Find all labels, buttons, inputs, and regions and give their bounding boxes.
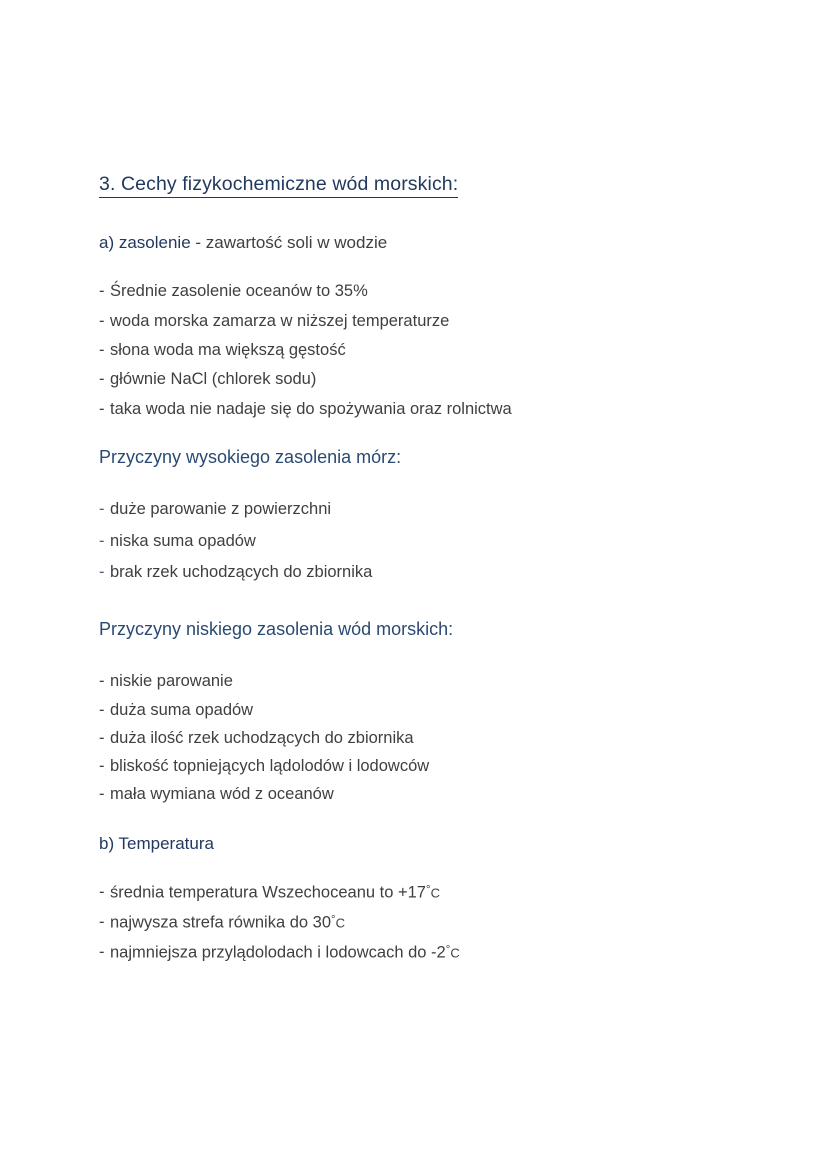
page-title-wrapper — [99, 172, 759, 198]
document-content — [99, 172, 759, 966]
dash-marker: - — [99, 311, 105, 330]
heading-low-salinity: Przyczyny niskiego zasolenia wód morskich: — [99, 618, 454, 639]
section-temperature-line — [99, 833, 759, 855]
list-item-text: niskie parowanie — [110, 672, 233, 691]
list-item — [99, 395, 759, 424]
section-salinity-marker: a) zasolenie — [99, 233, 191, 253]
section-salinity-line — [99, 232, 759, 254]
dash-marker: - — [99, 913, 105, 932]
list-item — [99, 365, 759, 394]
list-item-text: taka woda nie nadaje się do spożywania oraz rolnictwa — [110, 399, 512, 418]
list-item-text: niska suma opadów — [110, 531, 256, 550]
temperature-bullet-list — [99, 877, 759, 967]
dash-marker: - — [99, 563, 105, 582]
list-item — [99, 557, 759, 589]
dash-marker: - — [99, 500, 105, 519]
list-item-text: słona woda ma większą gęstość — [110, 341, 346, 360]
spacer — [99, 809, 759, 833]
dash-marker: - — [99, 728, 105, 747]
spacer — [99, 254, 759, 277]
low-salinity-bullet-list — [99, 667, 759, 808]
degree-symbol: ° — [331, 913, 336, 926]
spacer — [99, 855, 759, 877]
spacer — [99, 469, 759, 494]
spacer — [99, 641, 759, 667]
spacer — [99, 589, 759, 618]
list-item-text: duża suma opadów — [110, 700, 254, 719]
list-item — [99, 780, 759, 808]
dash-marker: - — [99, 700, 105, 719]
celsius-unit: C — [430, 885, 440, 901]
section-temperature-marker: b) Temperatura — [99, 833, 214, 853]
list-item — [99, 696, 759, 724]
list-item-text: Średnie zasolenie oceanów to 35% — [110, 282, 368, 301]
list-item-text: głównie NaCl (chlorek sodu) — [110, 370, 317, 389]
spacer — [99, 198, 759, 232]
list-item — [99, 336, 759, 365]
list-item — [99, 526, 759, 558]
dash-marker: - — [99, 282, 105, 301]
list-item — [99, 667, 759, 695]
degree-symbol: ° — [425, 883, 431, 896]
dash-marker: - — [99, 785, 105, 804]
dash-marker: - — [99, 942, 105, 961]
spacer — [99, 424, 759, 446]
heading-high-salinity: Przyczyny wysokiego zasolenia mórz: — [99, 446, 402, 467]
high-salinity-bullet-list — [99, 494, 759, 589]
dash-marker: - — [99, 341, 105, 360]
degree-symbol: ° — [445, 943, 451, 956]
dash-marker: - — [99, 399, 105, 418]
dash-marker: - — [99, 672, 105, 691]
list-item-text: brak rzek uchodzących do zbiornika — [110, 563, 373, 582]
list-item — [99, 907, 759, 937]
list-item-text: woda morska zamarza w niższej temperaturze — [110, 311, 450, 330]
list-item-text: bliskość topniejących lądolodów i lodowców — [110, 757, 430, 776]
list-item — [99, 277, 759, 306]
list-item-text: średnia temperatura Wszechoceanu to +17 — [110, 883, 426, 902]
dash-marker: - — [99, 883, 105, 902]
list-item-text: duża ilość rzek uchodzących do zbiornika — [110, 728, 414, 747]
dash-marker: - — [99, 370, 105, 389]
list-item — [99, 307, 759, 336]
list-item — [99, 877, 759, 907]
celsius-unit: C — [335, 915, 346, 931]
list-item — [99, 494, 759, 526]
list-item — [99, 752, 759, 780]
dash-marker: - — [99, 757, 105, 776]
list-item — [99, 937, 759, 967]
list-item-text: duże parowanie z powierzchni — [110, 500, 332, 519]
page-title: 3. Cechy fizykochemiczne wód morskich: — [99, 172, 458, 198]
list-item — [99, 724, 759, 752]
list-item-text: najwysza strefa równika do 30 — [110, 913, 332, 932]
list-item-text: najmniejsza przylądolodach i lodowcach do -2 — [110, 942, 446, 961]
salinity-bullet-list — [99, 277, 759, 423]
section-salinity-definition: - zawartość soli w wodzie — [190, 233, 388, 253]
celsius-unit: C — [450, 944, 460, 960]
list-item-text: mała wymiana wód z oceanów — [110, 785, 334, 804]
dash-marker: - — [99, 531, 105, 550]
